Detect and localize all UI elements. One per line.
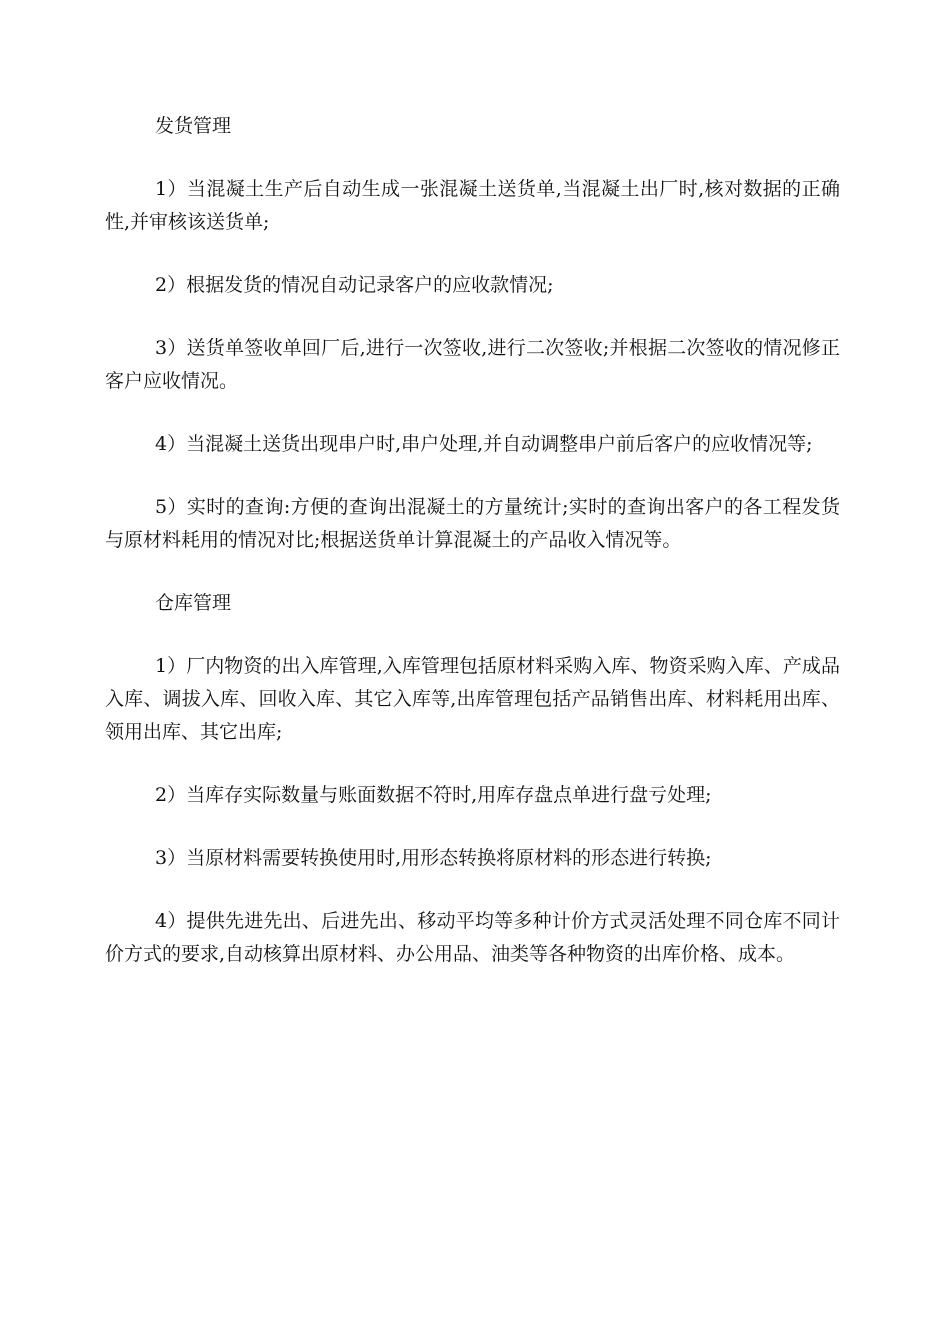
shipping-item-3: 3）送货单签收单回厂后,进行一次签收,进行二次签收;并根据二次签收的情况修正客户应收情况。 [105,337,840,392]
shipping-item-4: 4）当混凝土送货出现串户时,串户处理,并自动调整串户前后客户的应收情况等; [155,433,813,455]
shipping-item-2: 2）根据发货的情况自动记录客户的应收款情况; [155,274,554,296]
warehouse-item-2: 2）当库存实际数量与账面数据不符时,用库存盘点单进行盘亏处理; [155,784,712,806]
shipping-item-1: 1）当混凝土生产后自动生成一张混凝土送货单,当混凝土出厂时,核对数据的正确性,并审核该送货单; [105,178,840,233]
warehouse-item-1: 1）厂内物资的出入库管理,入库管理包括原材料采购入库、物资采购入库、产成品入库、调拔入库、回收入库、其它入库等,出库管理包括产品销售出库、材料耗用出库、领用出库、其它出库; [105,655,840,743]
warehouse-item-3: 3）当原材料需要转换使用时,用形态转换将原材料的形态进行转换; [155,847,712,869]
document-body [105,110,840,1001]
section-heading-warehouse: 仓库管理 [155,592,232,614]
section-heading-shipping: 发货管理 [155,115,232,137]
shipping-item-5: 5）实时的查询:方便的查询出混凝土的方量统计;实时的查询出客户的各工程发货与原材料耗用的情况对比;根据送货单计算混凝土的产品收入情况等。 [105,496,840,551]
warehouse-item-4: 4）提供先进先出、后进先出、移动平均等多种计价方式灵活处理不同仓库不同计价方式的要求,自动核算出原材料、办公用品、油类等各种物资的出库价格、成本。 [105,910,840,965]
